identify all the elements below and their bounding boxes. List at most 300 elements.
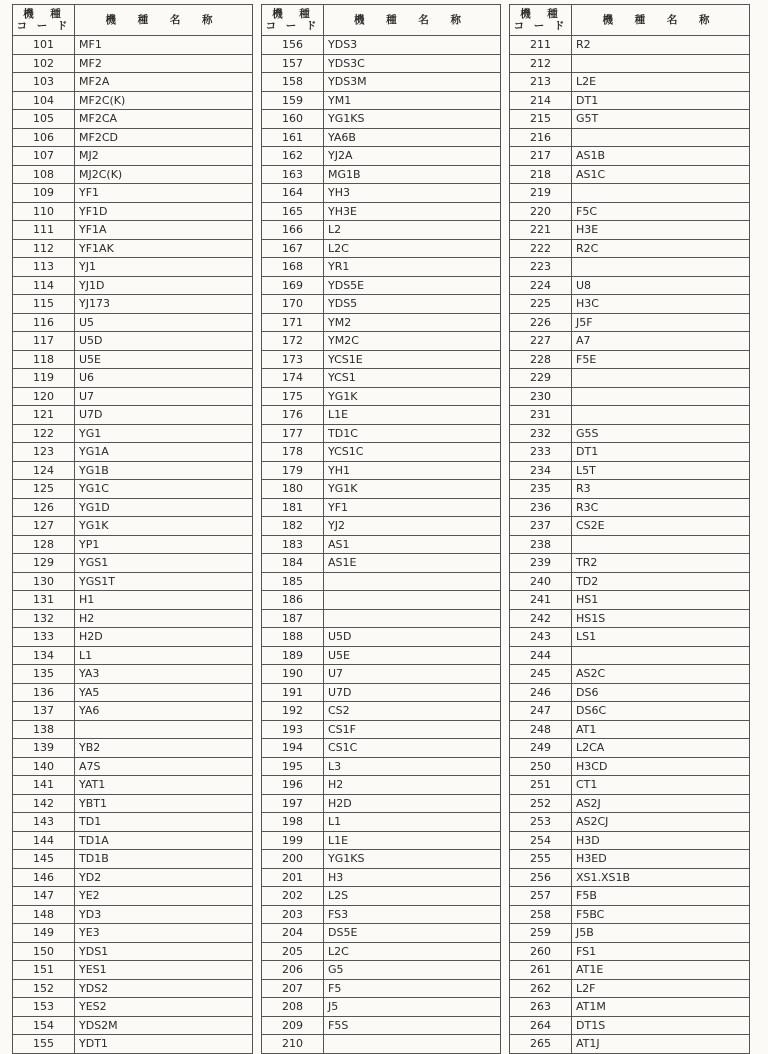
code-header-bottom: コ ー ド — [265, 20, 320, 32]
table-row — [13, 480, 253, 499]
model-code-cell: 228 — [510, 350, 572, 369]
table-row — [13, 924, 253, 943]
model-code-cell: 238 — [510, 535, 572, 554]
model-name-cell: YD2 — [75, 868, 253, 887]
model-code-cell: 178 — [262, 443, 324, 462]
model-code-cell: 222 — [510, 239, 572, 258]
model-code-cell: 140 — [13, 757, 75, 776]
model-name-cell: AT1J — [572, 1035, 750, 1054]
model-code-cell: 119 — [13, 369, 75, 388]
model-name-cell: H2D — [75, 628, 253, 647]
model-code-cell: 164 — [262, 184, 324, 203]
model-name-cell: YDS5 — [324, 295, 501, 314]
table-row — [510, 1035, 750, 1054]
model-name-cell: YG1D — [75, 498, 253, 517]
model-name-cell: YDS1 — [75, 942, 253, 961]
table-row — [262, 702, 501, 721]
table-row — [262, 443, 501, 462]
table-row — [262, 572, 501, 591]
model-name-cell: XS1.XS1B — [572, 868, 750, 887]
table-row — [262, 350, 501, 369]
model-code-cell: 113 — [13, 258, 75, 277]
table-row — [510, 110, 750, 129]
model-code-cell: 219 — [510, 184, 572, 203]
table-row — [262, 369, 501, 388]
model-code-cell: 143 — [13, 813, 75, 832]
model-name-cell: YGS1T — [75, 572, 253, 591]
model-code-cell: 225 — [510, 295, 572, 314]
table-row — [13, 424, 253, 443]
table-row — [262, 295, 501, 314]
model-code-cell: 149 — [13, 924, 75, 943]
model-code-cell: 215 — [510, 110, 572, 129]
name-column-header — [572, 5, 750, 36]
table-row — [13, 794, 253, 813]
table-row — [510, 517, 750, 536]
table-row — [510, 36, 750, 55]
table-row — [510, 535, 750, 554]
model-code-cell: 246 — [510, 683, 572, 702]
table-row — [13, 739, 253, 758]
table-row — [262, 517, 501, 536]
table-row — [13, 387, 253, 406]
table-row — [510, 313, 750, 332]
model-name-cell: L1E — [324, 406, 501, 425]
model-code-cell: 133 — [13, 628, 75, 647]
model-code-cell: 156 — [262, 36, 324, 55]
model-code-cell: 210 — [262, 1035, 324, 1054]
model-name-cell: YF1A — [75, 221, 253, 240]
model-name-cell: MF1 — [75, 36, 253, 55]
table-row — [13, 646, 253, 665]
table-row — [510, 350, 750, 369]
model-code-cell: 176 — [262, 406, 324, 425]
table-row — [262, 868, 501, 887]
table-row — [510, 202, 750, 221]
model-name-cell: H3ED — [572, 850, 750, 869]
model-code-cell: 131 — [13, 591, 75, 610]
model-name-cell: AS1B — [572, 147, 750, 166]
table-row — [262, 720, 501, 739]
model-code-cell: 218 — [510, 165, 572, 184]
model-code-cell: 106 — [13, 128, 75, 147]
model-code-cell: 165 — [262, 202, 324, 221]
model-name-cell: YA3 — [75, 665, 253, 684]
model-code-cell: 102 — [13, 54, 75, 73]
model-code-cell: 211 — [510, 36, 572, 55]
model-code-cell: 209 — [262, 1016, 324, 1035]
model-name-cell: U8 — [572, 276, 750, 295]
model-code-cell: 150 — [13, 942, 75, 961]
code-header-bottom: コ ー ド — [16, 20, 71, 32]
table-row — [13, 702, 253, 721]
model-name-cell: MF2CD — [75, 128, 253, 147]
model-name-cell: YE3 — [75, 924, 253, 943]
table-row — [510, 757, 750, 776]
table-row — [262, 924, 501, 943]
table-row — [262, 128, 501, 147]
model-code-cell: 163 — [262, 165, 324, 184]
model-code-cell: 256 — [510, 868, 572, 887]
table-row — [510, 979, 750, 998]
model-code-cell: 240 — [510, 572, 572, 591]
table-row — [510, 794, 750, 813]
model-name-cell: YG1K — [324, 387, 501, 406]
model-code-cell: 239 — [510, 554, 572, 573]
model-code-cell: 235 — [510, 480, 572, 499]
model-code-cell: 160 — [262, 110, 324, 129]
model-name-cell: R2 — [572, 36, 750, 55]
table-row — [262, 942, 501, 961]
model-code-cell: 195 — [262, 757, 324, 776]
table-row — [13, 609, 253, 628]
model-code-cell: 145 — [13, 850, 75, 869]
table-header-row — [262, 5, 501, 36]
model-name-cell: H2D — [324, 794, 501, 813]
model-name-cell: L1 — [324, 813, 501, 832]
table-row — [510, 868, 750, 887]
model-code-cell: 191 — [262, 683, 324, 702]
table-row — [262, 480, 501, 499]
model-code-cell: 154 — [13, 1016, 75, 1035]
table-row — [510, 387, 750, 406]
table-row — [13, 683, 253, 702]
model-name-cell: J5 — [324, 998, 501, 1017]
model-code-cell: 261 — [510, 961, 572, 980]
model-code-cell: 204 — [262, 924, 324, 943]
table-row — [13, 239, 253, 258]
model-code-cell: 255 — [510, 850, 572, 869]
table-row — [262, 110, 501, 129]
model-name-cell: MF2C(K) — [75, 91, 253, 110]
table-row — [262, 628, 501, 647]
model-name-cell: TD1C — [324, 424, 501, 443]
table-row — [13, 628, 253, 647]
model-name-cell — [572, 184, 750, 203]
model-name-cell: YJ1 — [75, 258, 253, 277]
model-name-cell: H2 — [324, 776, 501, 795]
table-row — [510, 554, 750, 573]
table-row — [262, 609, 501, 628]
model-name-cell: R2C — [572, 239, 750, 258]
model-name-cell: G5 — [324, 961, 501, 980]
model-name-cell: YCS1 — [324, 369, 501, 388]
code-header-bottom: コ ー ド — [513, 20, 568, 32]
model-name-cell — [572, 258, 750, 277]
table-row — [510, 850, 750, 869]
model-name-cell: AS1C — [572, 165, 750, 184]
model-name-cell: YA6 — [75, 702, 253, 721]
model-name-cell: CS2E — [572, 517, 750, 536]
table-row — [262, 979, 501, 998]
model-code-cell: 111 — [13, 221, 75, 240]
table-row — [262, 165, 501, 184]
model-code-cell: 138 — [13, 720, 75, 739]
table-row — [510, 776, 750, 795]
model-code-cell: 200 — [262, 850, 324, 869]
model-name-cell: YCS1C — [324, 443, 501, 462]
model-name-cell: MF2 — [75, 54, 253, 73]
model-name-cell: YH3E — [324, 202, 501, 221]
model-name-cell: YES2 — [75, 998, 253, 1017]
model-code-cell: 135 — [13, 665, 75, 684]
table-row — [510, 91, 750, 110]
model-code-cell: 193 — [262, 720, 324, 739]
model-code-cell: 254 — [510, 831, 572, 850]
name-header-label: 機 種 名 称 — [105, 14, 222, 26]
model-name-cell: YJ173 — [75, 295, 253, 314]
model-name-cell: FS3 — [324, 905, 501, 924]
model-name-cell — [324, 609, 501, 628]
code-header-top: 機 種 — [272, 8, 313, 20]
model-name-cell: J5F — [572, 313, 750, 332]
table-row — [262, 905, 501, 924]
model-code-cell: 250 — [510, 757, 572, 776]
table-row — [510, 184, 750, 203]
table-row — [510, 942, 750, 961]
table-row — [262, 424, 501, 443]
model-name-cell: YJ2 — [324, 517, 501, 536]
table-row — [13, 202, 253, 221]
model-name-cell: TD1 — [75, 813, 253, 832]
model-code-cell: 196 — [262, 776, 324, 795]
model-name-cell: YG1KS — [324, 850, 501, 869]
model-code-cell: 128 — [13, 535, 75, 554]
model-code-cell: 139 — [13, 739, 75, 758]
model-code-cell: 194 — [262, 739, 324, 758]
model-code-cell: 136 — [13, 683, 75, 702]
table-row — [262, 850, 501, 869]
model-name-cell: TD1A — [75, 831, 253, 850]
model-table-column-1 — [12, 4, 253, 1054]
table-row — [262, 1035, 501, 1054]
table-row — [510, 276, 750, 295]
code-column-header — [510, 5, 572, 36]
table-row — [510, 702, 750, 721]
model-name-cell — [572, 406, 750, 425]
model-code-cell: 264 — [510, 1016, 572, 1035]
table-row — [13, 461, 253, 480]
model-name-cell: YGS1 — [75, 554, 253, 573]
model-name-cell — [572, 646, 750, 665]
model-name-cell: YCS1E — [324, 350, 501, 369]
model-code-cell: 120 — [13, 387, 75, 406]
model-code-cell: 151 — [13, 961, 75, 980]
table-row — [262, 1016, 501, 1035]
table-row — [13, 868, 253, 887]
model-code-cell: 159 — [262, 91, 324, 110]
table-row — [510, 443, 750, 462]
model-code-cell: 241 — [510, 591, 572, 610]
model-name-cell: YD3 — [75, 905, 253, 924]
model-name-cell: J5B — [572, 924, 750, 943]
table-row — [13, 850, 253, 869]
table-row — [510, 221, 750, 240]
model-code-cell: 214 — [510, 91, 572, 110]
model-code-cell: 265 — [510, 1035, 572, 1054]
model-code-cell: 146 — [13, 868, 75, 887]
table-row — [262, 147, 501, 166]
table-row — [510, 628, 750, 647]
model-name-cell: YH3 — [324, 184, 501, 203]
model-name-cell: MJ2C(K) — [75, 165, 253, 184]
model-code-cell: 226 — [510, 313, 572, 332]
model-name-cell: MF2A — [75, 73, 253, 92]
model-code-cell: 129 — [13, 554, 75, 573]
table-row — [13, 720, 253, 739]
table-row — [13, 757, 253, 776]
model-name-cell: U5E — [75, 350, 253, 369]
model-code-cell: 202 — [262, 887, 324, 906]
model-code-cell: 126 — [13, 498, 75, 517]
model-name-cell: YE2 — [75, 887, 253, 906]
model-code-cell: 170 — [262, 295, 324, 314]
name-column-header — [324, 5, 501, 36]
model-code-cell: 110 — [13, 202, 75, 221]
model-name-cell — [572, 128, 750, 147]
table-row — [13, 128, 253, 147]
model-name-cell: YG1B — [75, 461, 253, 480]
model-name-cell: L2E — [572, 73, 750, 92]
model-name-cell — [572, 387, 750, 406]
table-row — [262, 646, 501, 665]
model-code-cell: 205 — [262, 942, 324, 961]
model-name-cell — [572, 369, 750, 388]
model-name-cell: TD1B — [75, 850, 253, 869]
model-code-cell: 231 — [510, 406, 572, 425]
model-code-cell: 262 — [510, 979, 572, 998]
model-code-cell: 183 — [262, 535, 324, 554]
model-code-cell: 123 — [13, 443, 75, 462]
table-row — [13, 313, 253, 332]
model-code-cell: 103 — [13, 73, 75, 92]
table-row — [13, 443, 253, 462]
model-name-cell: TR2 — [572, 554, 750, 573]
model-name-cell: F5BC — [572, 905, 750, 924]
model-code-cell: 161 — [262, 128, 324, 147]
table-row — [510, 295, 750, 314]
table-row — [13, 591, 253, 610]
model-code-cell: 217 — [510, 147, 572, 166]
model-name-cell: U5E — [324, 646, 501, 665]
table-row — [510, 165, 750, 184]
code-header-top: 機 種 — [520, 8, 561, 20]
model-name-cell: YR1 — [324, 258, 501, 277]
model-name-cell: CS2 — [324, 702, 501, 721]
model-code-cell: 229 — [510, 369, 572, 388]
table-row — [510, 961, 750, 980]
model-name-cell: AS2CJ — [572, 813, 750, 832]
table-row — [262, 221, 501, 240]
model-name-cell: U5D — [75, 332, 253, 351]
model-name-cell: YF1 — [324, 498, 501, 517]
table-row — [510, 406, 750, 425]
table-row — [262, 739, 501, 758]
model-name-cell: R3C — [572, 498, 750, 517]
model-name-cell: H3C — [572, 295, 750, 314]
model-name-cell: A7 — [572, 332, 750, 351]
model-code-cell: 132 — [13, 609, 75, 628]
model-code-cell: 189 — [262, 646, 324, 665]
model-code-cell: 260 — [510, 942, 572, 961]
model-name-cell: MF2CA — [75, 110, 253, 129]
model-code-cell: 130 — [13, 572, 75, 591]
table-row — [262, 794, 501, 813]
model-name-cell: F5S — [324, 1016, 501, 1035]
model-code-cell: 137 — [13, 702, 75, 721]
table-row — [262, 406, 501, 425]
model-code-cell: 232 — [510, 424, 572, 443]
model-name-cell: YF1AK — [75, 239, 253, 258]
table-row — [510, 147, 750, 166]
model-code-cell: 117 — [13, 332, 75, 351]
table-row — [13, 221, 253, 240]
model-code-cell: 169 — [262, 276, 324, 295]
table-row — [13, 258, 253, 277]
model-code-cell: 199 — [262, 831, 324, 850]
table-row — [13, 295, 253, 314]
model-name-cell: YDT1 — [75, 1035, 253, 1054]
model-name-cell: F5C — [572, 202, 750, 221]
model-name-cell: YG1A — [75, 443, 253, 462]
table-row — [262, 498, 501, 517]
model-code-cell: 105 — [13, 110, 75, 129]
model-name-cell: YDS3 — [324, 36, 501, 55]
model-code-cell: 258 — [510, 905, 572, 924]
model-code-cell: 122 — [13, 424, 75, 443]
model-name-cell: YES1 — [75, 961, 253, 980]
model-code-cell: 180 — [262, 480, 324, 499]
table-row — [510, 905, 750, 924]
model-name-cell: YG1KS — [324, 110, 501, 129]
model-name-cell: AT1 — [572, 720, 750, 739]
table-row — [510, 739, 750, 758]
table-row — [510, 887, 750, 906]
table-row — [262, 591, 501, 610]
model-name-cell: AS1 — [324, 535, 501, 554]
model-name-cell: YBT1 — [75, 794, 253, 813]
model-name-cell — [324, 1035, 501, 1054]
table-row — [510, 369, 750, 388]
model-name-cell: F5B — [572, 887, 750, 906]
table-row — [262, 313, 501, 332]
model-code-cell: 172 — [262, 332, 324, 351]
model-code-cell: 184 — [262, 554, 324, 573]
table-row — [13, 813, 253, 832]
table-row — [510, 461, 750, 480]
model-code-cell: 155 — [13, 1035, 75, 1054]
table-row — [510, 239, 750, 258]
table-row — [510, 609, 750, 628]
model-table-column-2 — [261, 4, 501, 1054]
table-row — [262, 54, 501, 73]
model-name-cell: AS1E — [324, 554, 501, 573]
model-code-cell: 252 — [510, 794, 572, 813]
model-name-cell: L2 — [324, 221, 501, 240]
model-code-cell: 121 — [13, 406, 75, 425]
table-header-row — [13, 5, 253, 36]
model-code-cell: 157 — [262, 54, 324, 73]
table-row — [13, 1016, 253, 1035]
model-name-cell: U7 — [324, 665, 501, 684]
model-name-cell: YJ2A — [324, 147, 501, 166]
table-row — [13, 998, 253, 1017]
model-name-cell: H3 — [324, 868, 501, 887]
model-code-cell: 118 — [13, 350, 75, 369]
model-name-cell: YM1 — [324, 91, 501, 110]
model-name-cell: YDS3M — [324, 73, 501, 92]
model-name-cell: G5T — [572, 110, 750, 129]
